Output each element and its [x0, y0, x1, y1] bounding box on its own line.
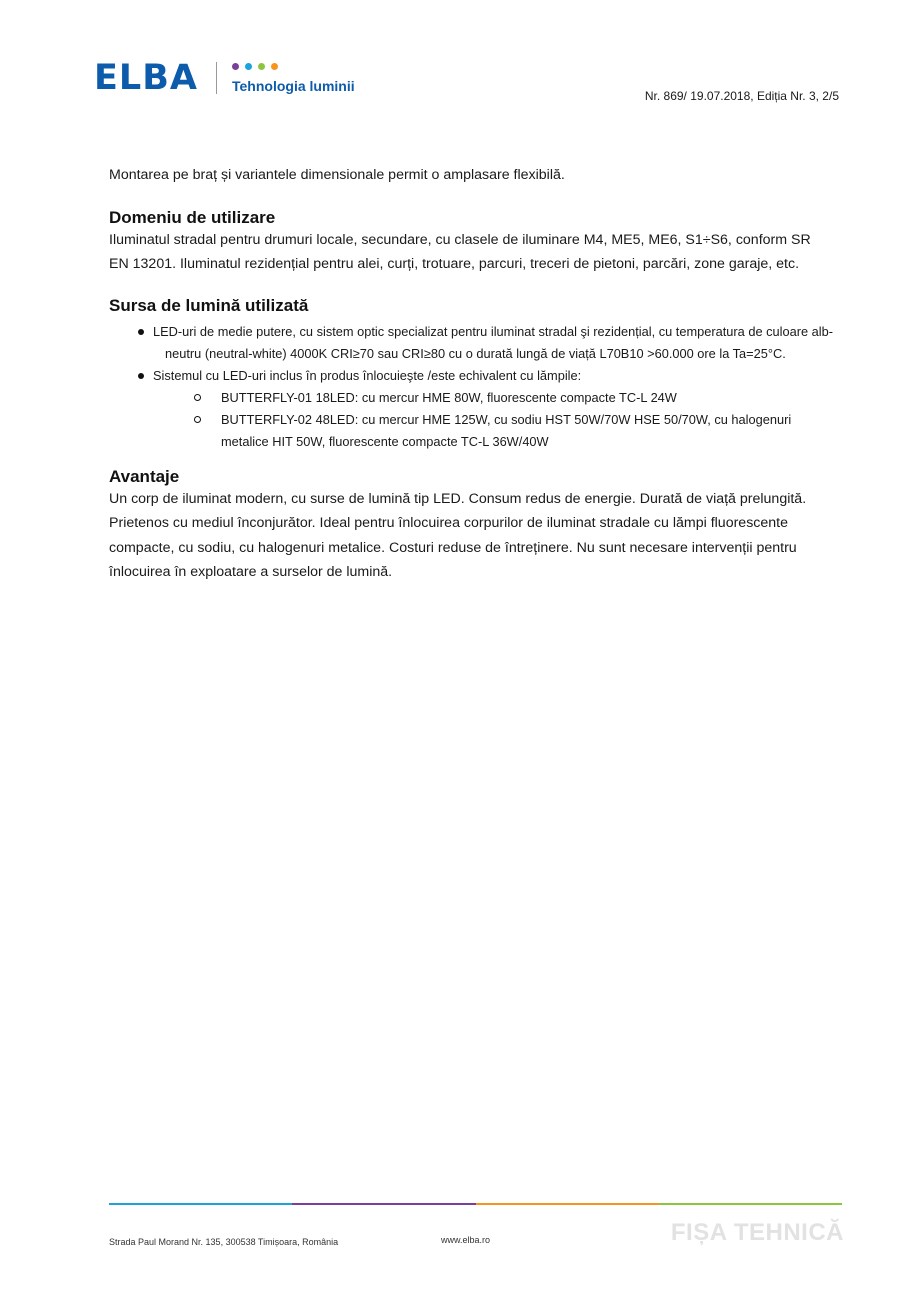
lamp-equivalents-list — [153, 387, 834, 453]
list-item — [153, 365, 834, 453]
footer-color-line — [109, 1203, 842, 1205]
footer-line-segment — [476, 1203, 659, 1205]
document-body — [109, 163, 834, 585]
logo-dot — [258, 63, 265, 70]
footer-address: Strada Paul Morand Nr. 135, 300538 Timișoara, România — [109, 1237, 339, 1247]
circle-bullet-icon — [194, 416, 201, 423]
footer-website-link[interactable]: www.elba.ro — [441, 1235, 491, 1245]
domeniu-paragraph: Iluminatul stradal pentru drumuri locale, secundare, cu clasele de iluminare M4, ME5, ME6, S1÷S6, conform SR EN 13201. Iluminatul rezidențial pentru alei, curți, trotuare, parcuri, treceri de pietoni, parcări, zone garaje, etc. — [109, 231, 811, 272]
footer-line-segment — [292, 1203, 475, 1205]
sub-item-text: BUTTERFLY-02 48LED: cu mercur HME 125W, cu sodiu HST 50W/70W HSE 50/70W, cu halogenuri metalice HIT 50W, fluorescente compacte TC-L 36W/40W — [221, 411, 792, 449]
logo-tagline: Tehnologia luminii — [232, 78, 355, 94]
list-item — [221, 387, 834, 409]
sursa-bullet-list — [109, 321, 834, 453]
logo-dot — [271, 63, 278, 70]
bullet-text: Sistemul cu LED-uri inclus în produs înlocuieşte /este echivalent cu lămpile: — [153, 367, 582, 383]
bullet-icon — [138, 329, 144, 335]
logo-dot — [245, 63, 252, 70]
list-item — [153, 321, 834, 365]
footer-line-segment — [109, 1203, 292, 1205]
intro-paragraph: Montarea pe braț și variantele dimensionale permit o amplasare flexibilă. — [109, 167, 565, 183]
footer-document-type: FIȘA TEHNICĂ — [670, 1219, 844, 1246]
logo-separator — [216, 62, 217, 94]
bullet-icon — [138, 373, 144, 379]
avantaje-paragraph: Un corp de iluminat modern, cu surse de lumină tip LED. Consum redus de energie. Durată de viață prelungită. Prietenos cu mediul înconjurător. Ideal pentru înlocuirea corpurilor de iluminat stradale cu lămpi fluorescente compacte, cu sodiu, cu halogenuri metalice. Costuri reduse de întreținere. Nu sunt necesare intervenții pentru înlocuirea în exploatare a surselor de lumină. — [109, 490, 807, 580]
bullet-text: LED-uri de medie putere, cu sistem optic specializat pentru iluminat stradal şi rezidențial, cu temperatura de culoare alb-neutru (neutral-white) 4000K CRI≥70 sau CRI≥80 cu o durată lungă de viață L70B10 >60.000 ore la Ta=25°C. — [153, 323, 833, 361]
sub-item-text: BUTTERFLY-01 18LED: cu mercur HME 80W, fluorescente compacte TC-L 24W — [221, 389, 677, 405]
list-item — [221, 409, 834, 453]
circle-bullet-icon — [194, 394, 201, 401]
footer-line-segment — [659, 1203, 842, 1205]
logo-wordmark: ELBA — [94, 58, 198, 98]
section-title-sursa: Sursa de lumină utilizată — [109, 295, 309, 315]
document-reference: Nr. 869/ 19.07.2018, Ediția Nr. 3, 2/5 — [644, 89, 839, 103]
section-title-domeniu: Domeniu de utilizare — [109, 207, 276, 227]
logo-dot — [232, 63, 239, 70]
section-title-avantaje: Avantaje — [109, 466, 180, 486]
